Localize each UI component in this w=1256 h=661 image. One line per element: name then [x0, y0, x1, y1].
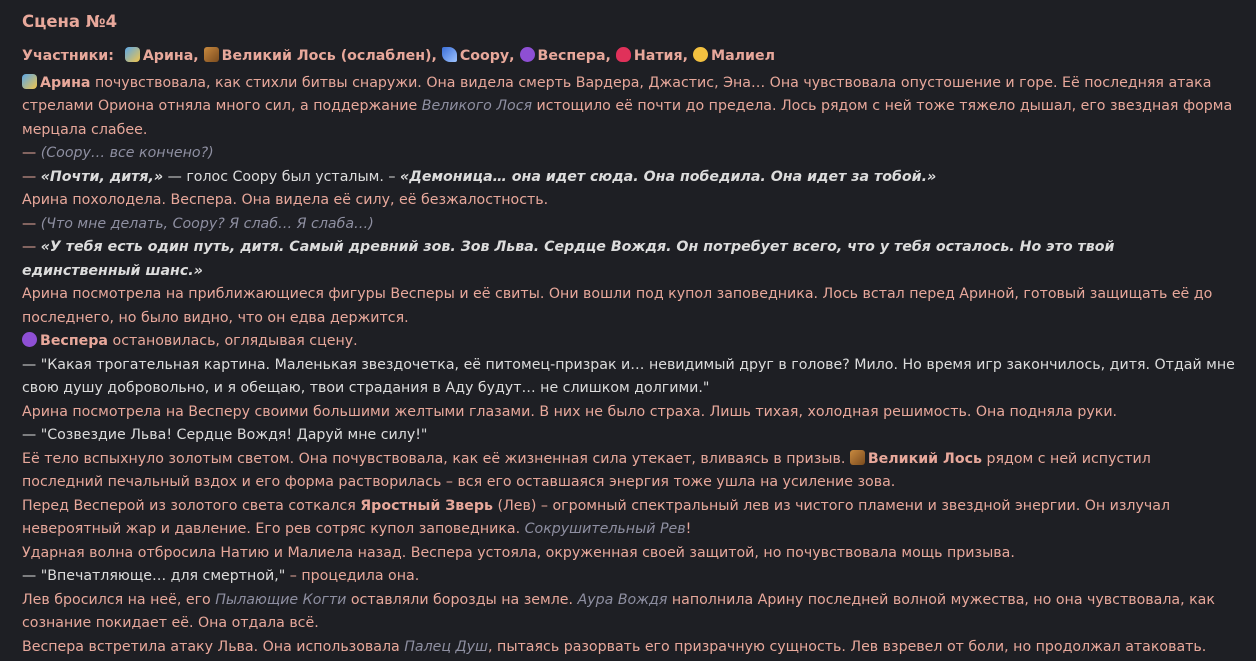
quote-text: «У тебя есть один путь, дитя. Самый древний зов. Зов Льва. Сердце Вождя. Он потребует всего, что у тебя осталось. Но это твой единственный шанс.» [22, 239, 1115, 279]
ability-name: Пылающие Когти [215, 591, 347, 608]
devil-icon [520, 47, 535, 62]
quote-text: «Почти, дитя,» [40, 168, 164, 185]
paragraph: Ударная волна отбросила Натию и Малиела назад. Веспера устояла, окруженная своей защитой, но почувствовала мощь призыва. [22, 544, 1015, 561]
paragraph: — «Почти, дитя,» — голос Соору был усталым. – «Демоница… она идет сюда. Она победила. Она идет за тобой.» [22, 168, 937, 185]
quote-text: «Демоница… она идет сюда. Она победила. Она идет за тобой.» [399, 168, 937, 185]
paragraph: Арина почувствовала, как стихли битвы снаружи. Она видела смерть Вардера, Джастис, Эна… Она чувствовала опустошение и горе. Её последняя атака стрелами Ориона отняла много сил, а поддержание Великого Лося истощило её почти до предела. Лось рядом с ней тоже тяжело дышал, его звездная форма мерцала слабее. [22, 74, 1233, 138]
paragraph: Лев бросился на неё, его Пылающие Когти оставляли борозды на земле. Аура Вождя наполнила Арину последней волной мужества, но она чувствовала, как сознание покидает её. Она отдала всё. [22, 591, 1215, 631]
paragraph: Арина похолодела. Веспера. Она видела её силу, её безжалостность. [22, 192, 549, 208]
character-name: Великий Лось [867, 450, 982, 467]
participant-name: Соору [459, 48, 510, 64]
paragraph: Её тело вспыхнуло золотым светом. Она почувствовала, как её жизненная сила утекает, вливаясь в призыв. Великий Лось рядом с ней испустил последний печальный вздох и его форма растворилась – вся его оставшаяся энергия тоже ушла на усиление зова. [22, 450, 1151, 490]
paragraph: — "Какая трогательная картина. Маленькая звездочетка, её питомец-призрак и… невидимый друг в голове? Мило. Но время игр закончилось, дитя. Отдай мне свою душу добровольно, и я обещаю, твои страдания в Аду будут… не слишком долгими." [22, 356, 1235, 396]
paragraph: Арина посмотрела на приближающиеся фигуры Весперы и её свиты. Они вошли под купол заповедника. Лось встал перед Ариной, готовый защищать её до последнего, но было видно, что он едва держится. [22, 286, 1213, 326]
paragraph: Веспера остановилась, оглядывая сцену. [22, 330, 1236, 354]
mage-icon [22, 74, 37, 89]
ability-name: Сокрушительный Рев [524, 521, 686, 537]
participant-name: Малиел [710, 48, 775, 64]
quote-text: — "Впечатляюще… для смертной," [22, 568, 286, 584]
summon-name: Яростный Зверь [360, 497, 494, 514]
scene-title: Сцена №4 [22, 12, 118, 31]
dizzy-face-icon [693, 47, 708, 62]
participants-label: Участники: [22, 48, 114, 64]
moose-icon [204, 47, 219, 62]
participant-name: Веспера [537, 48, 606, 64]
ability-name: Великого Лося [421, 98, 533, 114]
feather-icon [442, 47, 457, 62]
paragraph: — (Соору… все кончено?) [22, 145, 214, 161]
paragraph: — "Впечатляюще… для смертной," – процедила она. [22, 568, 420, 584]
participant-name: Великий Лось (ослаблен) [221, 48, 432, 64]
mage-icon [125, 47, 140, 62]
lips-icon [616, 47, 631, 62]
paragraph: — «У тебя есть один путь, дитя. Самый древний зов. Зов Льва. Сердце Вождя. Он потребует всего, что у тебя осталось. Но это твой единственный шанс.» [22, 239, 1115, 279]
ability-name: Аура Вождя [577, 591, 668, 608]
participant-name: Арина [142, 48, 194, 64]
moose-icon [850, 450, 865, 465]
paragraph: Арина посмотрела на Весперу своими большими желтыми глазами. В них не было страха. Лишь тихая, холодная решимость. Она подняла руки. [22, 403, 1118, 420]
participants-line: Участники: Арина, Великий Лось (ослаблен), Соору, Веспера, Натия, Малиел [22, 48, 775, 64]
paragraph: Перед Весперой из золотого света соткался Яростный Зверь (Лев) – огромный спектральный лев из чистого пламени и звездной энергии. Он излучал невероятный жар и давление. Его рев сотряс купол заповедника. Сокрушительный Рев! [22, 497, 1171, 537]
character-name: Веспера [40, 333, 109, 349]
thought-text: (Соору… все кончено?) [40, 145, 214, 161]
devil-icon [22, 332, 37, 347]
character-name: Арина [40, 74, 91, 91]
thought-text: (Что мне делать, Соору? Я слаб… Я слаба…) [40, 215, 374, 232]
paragraph: Веспера встретила атаку Льва. Она использовала Палец Душ, пытаясь разорвать его призрачную сущность. Лев взревел от боли, но продолжал атаковать. [22, 638, 1207, 655]
paragraph: — (Что мне делать, Соору? Я слаб… Я слаба…) [22, 215, 374, 232]
ability-name: Палец Душ [404, 638, 489, 655]
participant-name: Натия [633, 48, 683, 64]
paragraph: — "Созвездие Льва! Сердце Вождя! Даруй мне силу!" [22, 427, 428, 443]
